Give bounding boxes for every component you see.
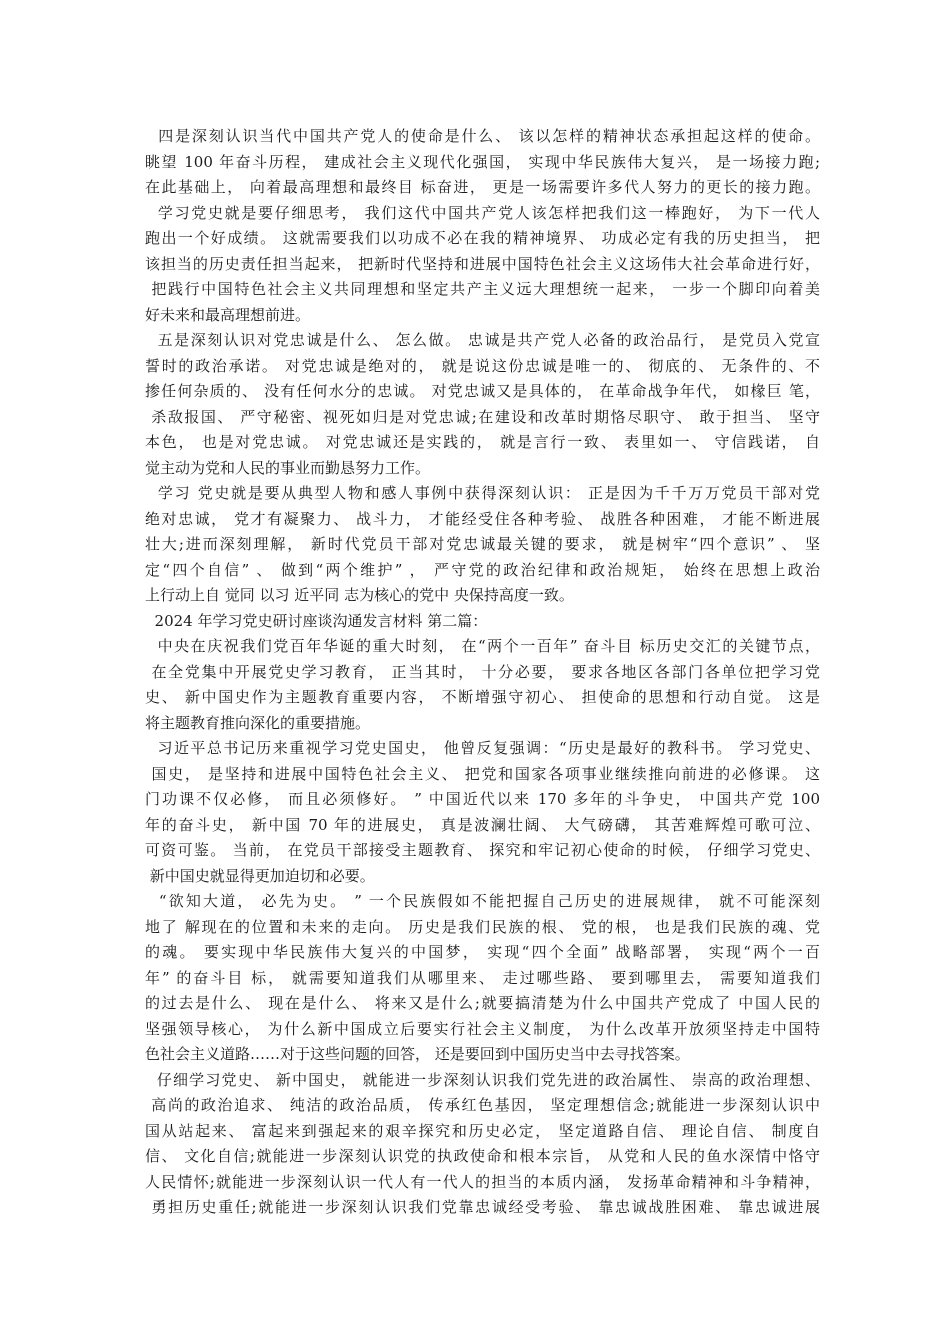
text-line: 仔细学习党史、 新中国史， 就能进一步深刻认识我们党先进的政治属性、 崇高的政治理想、 <box>145 1070 820 1089</box>
text-line: 勇担历史重任;就能进一步深刻认识我们党靠忠诚经受考验、 靠忠诚战胜困难、 靠忠诚进展 <box>145 1198 820 1216</box>
text-line: “欲知大道， 必先为史。 ” 一个民族假如不能把握自己历史的进展规律， 就不可能深刻 <box>145 892 820 910</box>
text-line: 的过去是什么、 现在是什么、 将来又是什么;就要搞清楚为什么中国共产党成了 中国人民的 <box>145 994 820 1012</box>
text-line: 四是深刻认识当代中国共产党人的使命是什么、 该以怎样的精神状态承担起这样的使命。 <box>145 127 820 145</box>
text-line: 该担当的历史责任担当起来， 把新时代坚持和进展中国特色社会主义这场伟大社会革命进行好， <box>145 254 820 273</box>
text-line: 学习党史就是要仔细思考， 我们这代中国共产党人该怎样把我们这一棒跑好， 为下一代人 <box>145 203 820 222</box>
text-line: 跑出一个好成绩。 这就需要我们以功成不必在我的精神境界、 功成必定有我的历史担当， 把 <box>145 229 820 247</box>
text-line: 年” 的奋斗目 标， 就需要知道我们从哪里来、 走过哪些路、 要到哪里去， 需要知道我们 <box>145 968 820 987</box>
text-line: 史、 新中国史作为主题教育重要内容， 不断增强守初心、 担使命的思想和行动自觉。 这是 <box>145 688 820 706</box>
text-line: 在此基础上， 向着最高理想和最终目 标奋进， 更是一场需要许多代人努力的更长的接力跑。 <box>145 178 820 196</box>
text-line: 2024 年学习党史研讨座谈沟通发言材料 第二篇： <box>145 611 488 630</box>
text-line: 绝对忠诚， 党才有凝聚力、 战斗力， 才能经受住各种考验、 战胜各种困难， 才能不断进展 <box>145 509 820 528</box>
text-line: 杀敌报国、 严守秘密、视死如归是对党忠诚;在建设和改革时期恪尽职守、 敢于担当、 坚守 <box>145 407 820 426</box>
text-line: 在全党集中开展党史学习教育， 正当其时， 十分必要， 要求各地区各部门各单位把学习党 <box>145 662 820 681</box>
text-line: 年的奋斗史， 新中国 70 年的进展史， 真是波澜壮阔、 大气磅礴， 其苦难辉煌可歌可泣、 <box>145 815 820 834</box>
text-line: 信、 文化自信;就能进一步深刻认识党的执政使命和根本宗旨， 从党和人民的鱼水深情中恪守 <box>145 1147 820 1165</box>
text-line: 觉主动为党和人民的事业而勤恳努力工作。 <box>145 458 431 477</box>
text-line: 学习 党史就是要从典型人物和感人事例中获得深刻认识： 正是因为千千万万党员干部对党 <box>145 484 820 502</box>
text-line: 地了 解现在的位置和未来的走向。 历史是我们民族的根、 党的根， 也是我们民族的魂、党 <box>145 917 820 936</box>
text-line: 把践行中国特色社会主义共同理想和坚定共产主义远大理想统一起来， 一步一个脚印向着美 <box>145 280 820 298</box>
text-line: 习近平总书记历来重视学习党史国史， 他曾反复强调：“历史是最好的教科书。 学习党史、 <box>145 739 820 757</box>
text-line: 高尚的政治追求、 纯洁的政治品质， 传承红色基因， 坚定理想信念;就能进一步深刻认识中 <box>145 1096 820 1114</box>
text-line: 五是深刻认识对党忠诚是什么、 怎么做。 忠诚是共产党人必备的政治品行， 是党员入党宣 <box>145 331 820 349</box>
text-line: 国从站起来、 富起来到强起来的艰辛探究和历史必定， 坚定道路自信、 理论自信、 制度自 <box>145 1121 820 1140</box>
text-line: 可资可鉴。 当前， 在党员干部接受主题教育、 探究和牢记初心使命的时候， 仔细学习党史、 <box>145 841 820 859</box>
text-line: 中央在庆祝我们党百年华诞的重大时刻， 在“两个一百年” 奋斗目 标历史交汇的关键节点， <box>145 637 820 655</box>
text-line: 国史， 是坚持和进展中国特色社会主义、 把党和国家各项事业继续推向前进的必修课。 这 <box>145 764 820 783</box>
text-line: 掺任何杂质的、 没有任何水分的忠诚。 对党忠诚又是具体的， 在革命战争年代， 如椽巨 笔， <box>145 382 820 400</box>
text-line: 誓时的政治承诺。 对党忠诚是绝对的， 就是说这份忠诚是唯一的、 彻底的、 无条件的、不 <box>145 356 820 375</box>
text-line: 将主题教育推向深化的重要措施。 <box>145 713 371 732</box>
text-line: 新中国史就显得更加迫切和必要。 <box>145 866 375 885</box>
text-line: 色社会主义道路……对于这些问题的回答， 还是要回到中国历史当中去寻找答案。 <box>145 1045 690 1063</box>
text-line: 门功课不仅必修， 而且必须修好。 ” 中国近代以来 170 多年的斗争史， 中国共产党 100 <box>145 790 820 808</box>
text-line: 人民情怀;就能进一步深刻认识一代人有一代人的担当的本质内涵， 发扬革命精神和斗争精神， <box>145 1172 820 1191</box>
text-line: 壮大;进而深刻理解， 新时代党员干部对党忠诚最关键的要求， 就是树牢“四个意识” 、 坚 <box>145 535 820 553</box>
document-body <box>145 124 820 1221</box>
text-line: 坚强领导核心， 为什么新中国成立后要实行社会主义制度， 为什么改革开放须坚持走中国特 <box>145 1019 820 1038</box>
text-line: 的魂。 要实现中华民族伟大复兴的中国梦， 实现“四个全面” 战略部署， 实现“两个一百 <box>145 943 820 961</box>
text-line: 本色， 也是对党忠诚。 对党忠诚还是实践的， 就是言行一致、 表里如一、 守信践诺， 自 <box>145 433 820 451</box>
text-line: 上行动上自 觉同 以习 近平同 志为核心的党中 央保持高度一致。 <box>145 586 574 604</box>
text-line: 眺望 100 年奋斗历程， 建成社会主义现代化强国， 实现中华民族伟大复兴， 是一场接力跑; <box>145 152 820 171</box>
text-line: 定“四个自信” 、 做到“两个维护” ， 严守党的政治纪律和政治规矩， 始终在思想上政治 <box>145 560 820 579</box>
text-line: 好未来和最高理想前进。 <box>145 305 311 324</box>
